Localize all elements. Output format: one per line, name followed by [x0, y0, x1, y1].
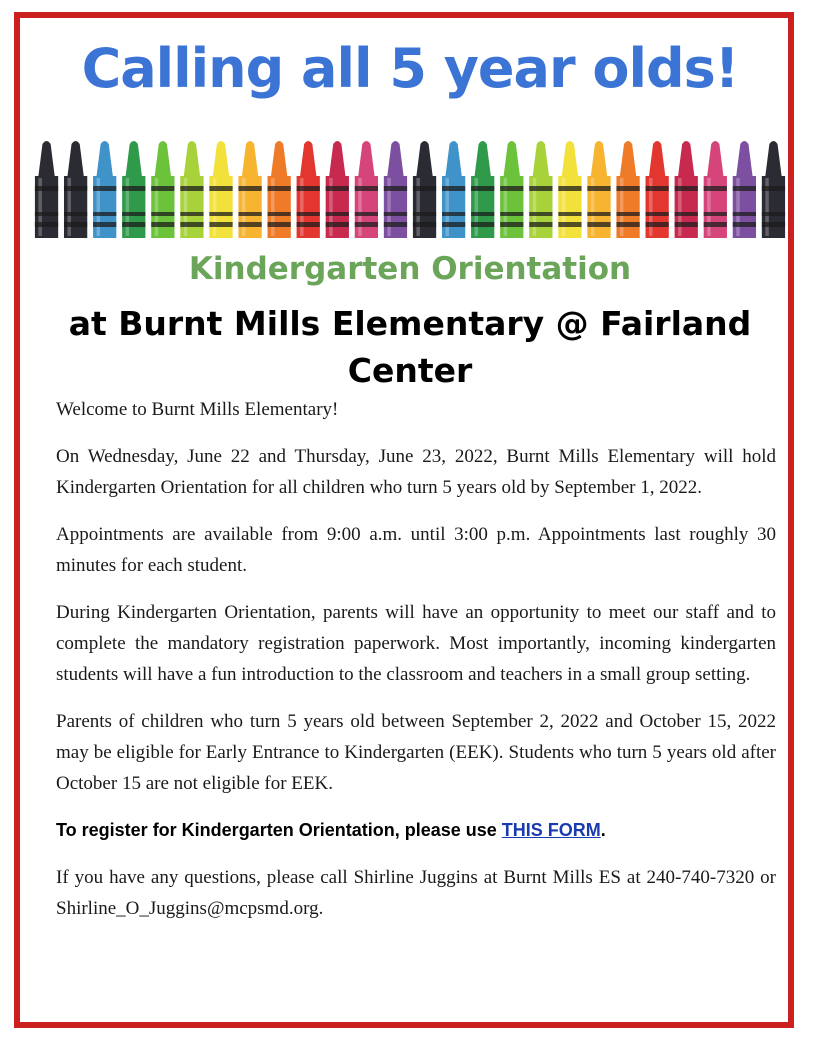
crayon: [209, 141, 232, 238]
flyer-body: [56, 394, 776, 940]
crayon: [238, 141, 261, 238]
crayon: [587, 141, 610, 238]
crayon: [675, 141, 698, 238]
crayon: [529, 141, 552, 238]
during-paragraph: During Kindergarten Orientation, parents will have an opportunity to meet our staff and to complete the mandatory registration paperwork. Most importantly, incoming kindergarten students will have a fun introduction to the classroom and teachers in a small group setting.: [56, 602, 776, 685]
crayon: [122, 141, 145, 238]
crayon: [733, 141, 756, 238]
crayon: [500, 141, 523, 238]
crayon: [93, 141, 116, 238]
welcome-paragraph: Welcome to Burnt Mills Elementary!: [56, 399, 339, 420]
crayon: [151, 141, 174, 238]
subtitle: Kindergarten Orientation: [188, 251, 632, 287]
crayons-banner: [32, 138, 788, 238]
appointments-paragraph: Appointments are available from 9:00 a.m. until 3:00 p.m. Appointments last roughly 30 minutes for each student.: [56, 524, 776, 576]
eek-paragraph: Parents of children who turn 5 years old between September 2, 2022 and October 15, 2022 may be eligible for Early Entrance to Kindergarten (EEK). Students who turn 5 years old after October 15 are not eligible for EEK.: [56, 711, 776, 794]
crayon: [646, 141, 669, 238]
location-title: at Burnt Mills Elementary @ Fairland Center: [68, 304, 752, 390]
crayon: [297, 141, 320, 238]
crayon: [64, 141, 87, 238]
crayon: [762, 141, 785, 238]
crayon: [326, 141, 349, 238]
crayon: [268, 141, 291, 238]
headline: Calling all 5 year olds!: [81, 37, 739, 100]
this-form-link[interactable]: THIS FORM: [501, 820, 601, 840]
crayon: [355, 141, 378, 238]
crayon: [384, 141, 407, 238]
crayon: [442, 141, 465, 238]
crayon: [558, 141, 581, 238]
crayon: [413, 141, 436, 238]
crayon: [471, 141, 494, 238]
register-paragraph: [56, 815, 776, 846]
dates-paragraph: On Wednesday, June 22 and Thursday, June 23, 2022, Burnt Mills Elementary will hold Kindergarten Orientation for all children who turn 5 years old by September 1, 2022.: [56, 446, 776, 498]
register-suffix: .: [600, 820, 606, 840]
crayon: [616, 141, 639, 238]
crayon: [704, 141, 727, 238]
crayon: [35, 141, 58, 238]
questions-paragraph: If you have any questions, please call Shirline Juggins at Burnt Mills ES at 240-740-7320 or Shirline_O_Juggins@mcpsmd.org.: [56, 867, 776, 919]
register-prefix: To register for Kindergarten Orientation, please use: [56, 820, 502, 840]
flyer-frame: [14, 12, 794, 1028]
crayon: [180, 141, 203, 238]
